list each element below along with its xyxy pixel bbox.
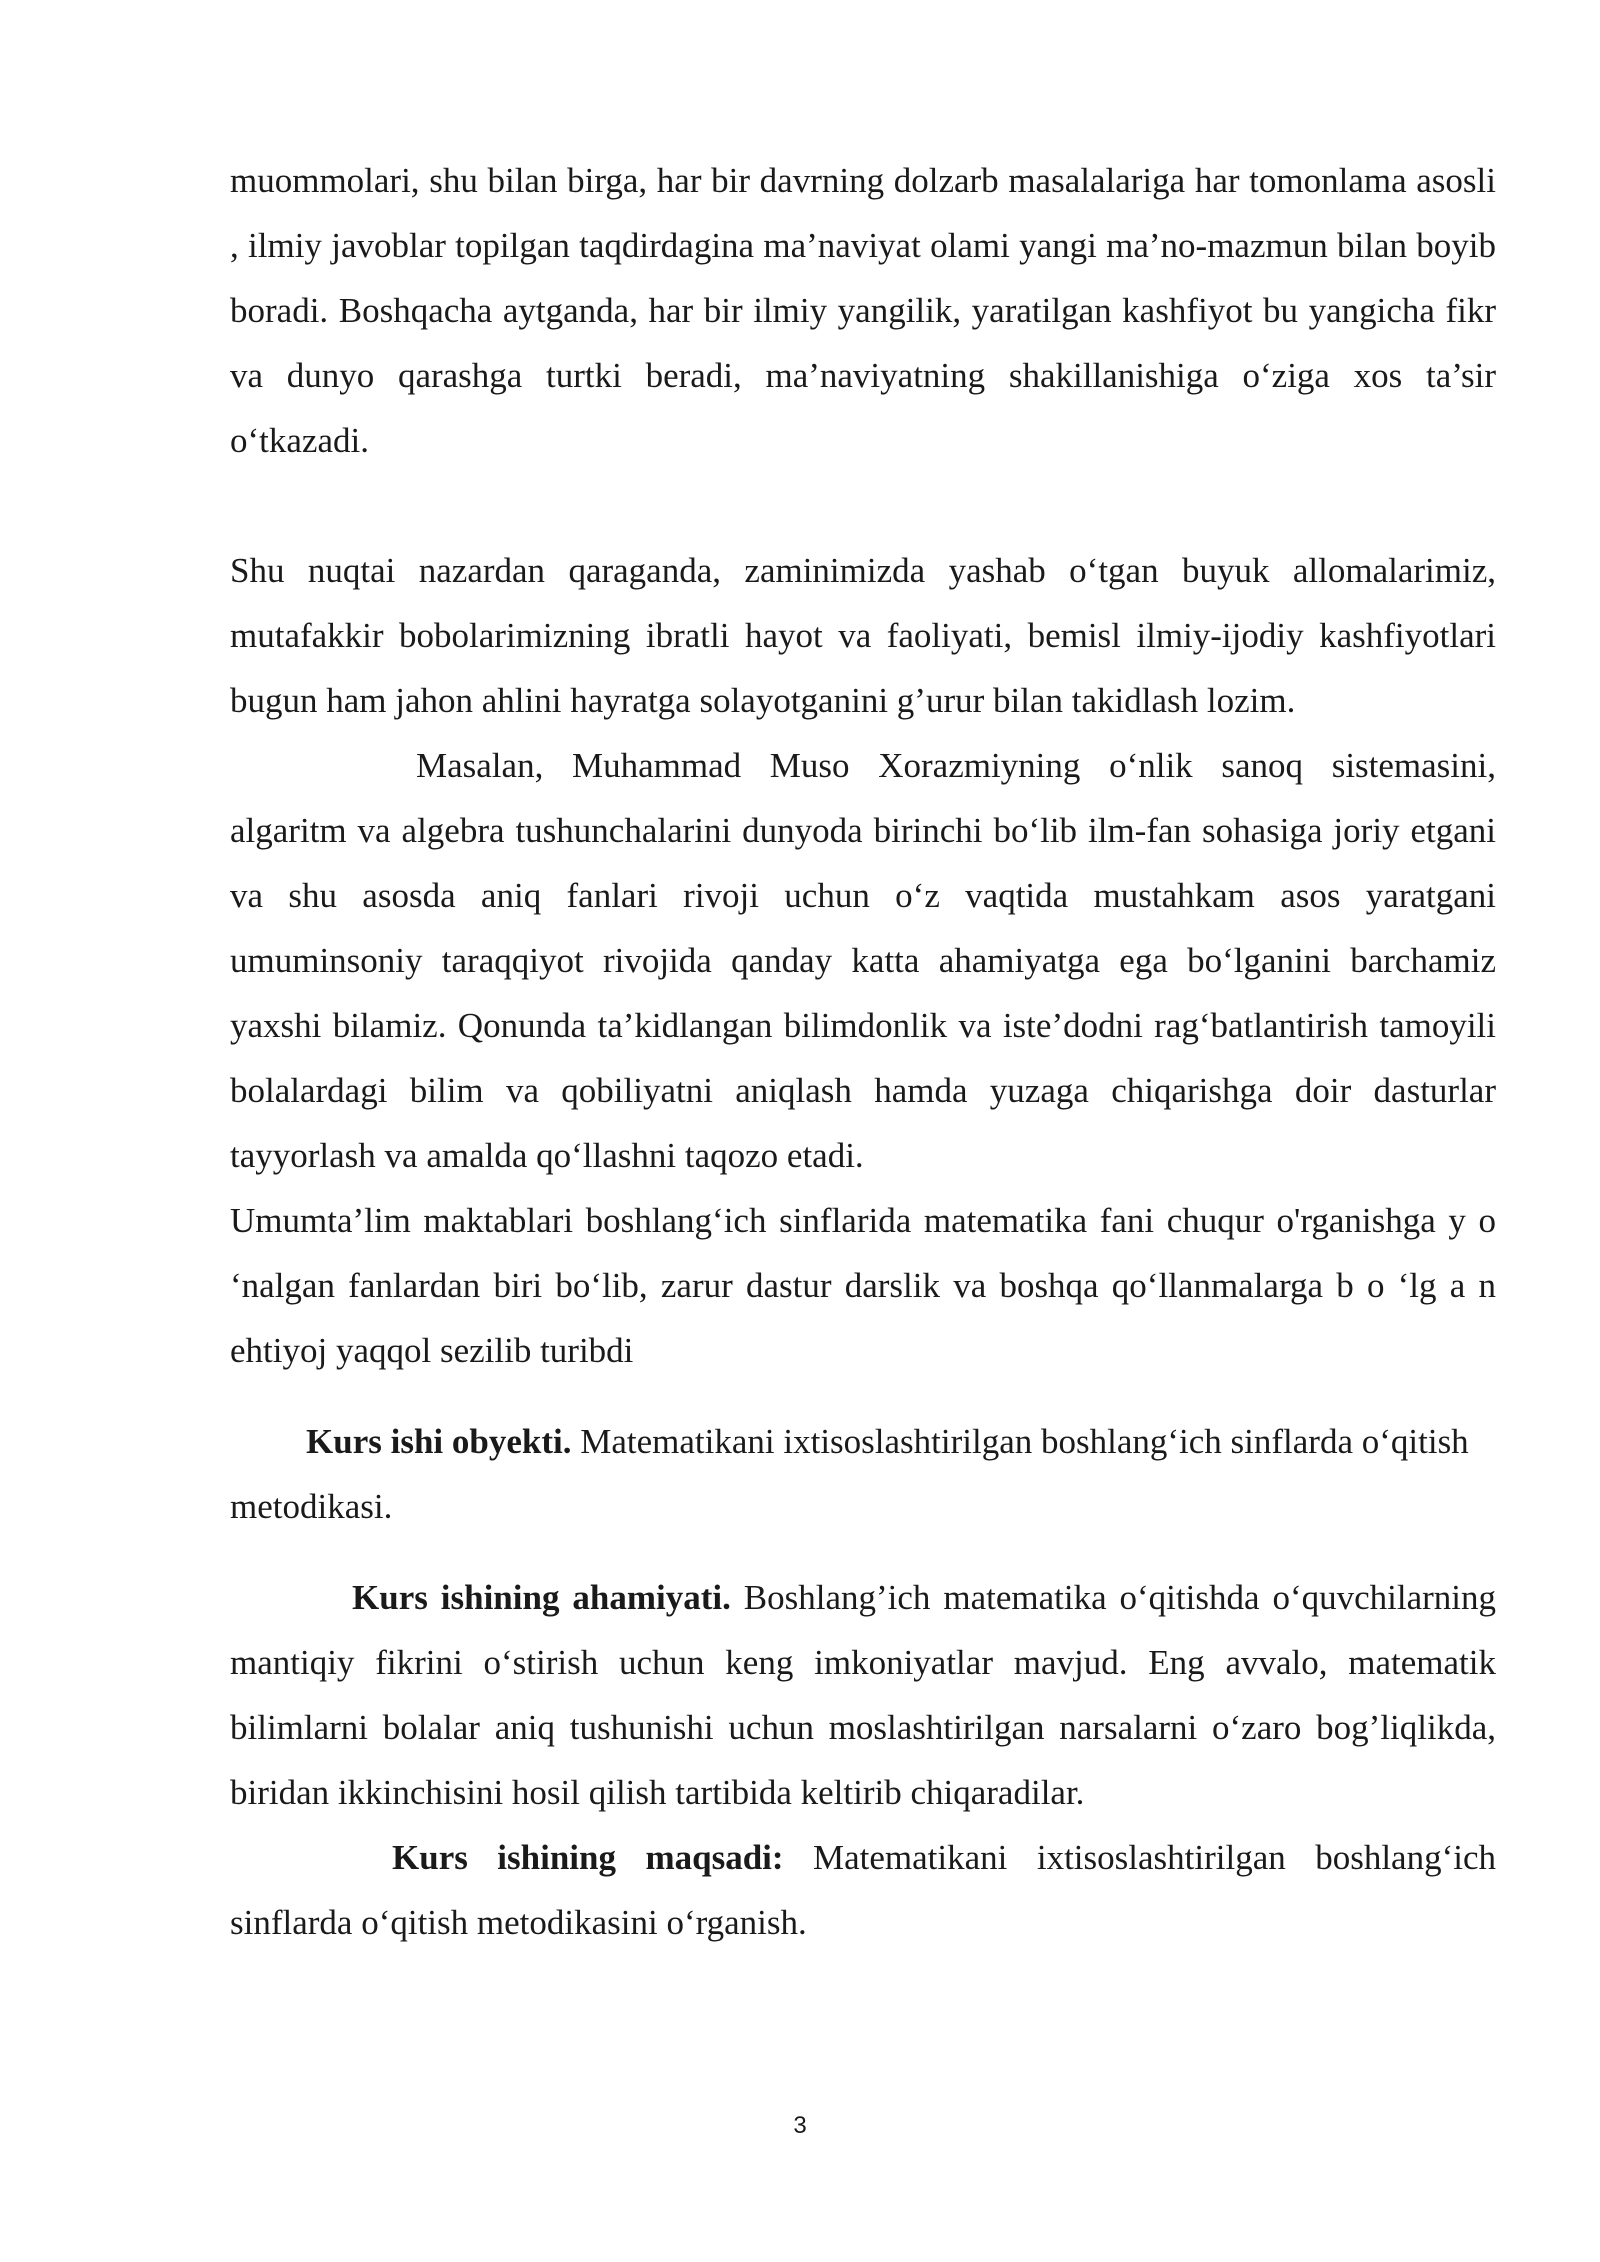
course-importance-text: Boshlang’ich matematika o‘qitishda o‘quvchilarning mantiqiy fikrini o‘stirish uchun keng imkoniyatlar mavjud. Eng avvalo, matematik bilimlarni bolalar aniq tushunishi uchun moslashtirilgan narsalarni o‘zaro bog’liqlikda, biridan ikkinchisini hosil qilish tartibida keltirib chiqaradilar. <box>230 1578 1496 1812</box>
course-object-text: Matematikani ixtisoslashtirilgan boshlang‘ich sinflarda o‘qitish metodikasi. <box>230 1422 1469 1526</box>
course-goal-heading: Kurs ishining maqsadi: <box>392 1838 784 1877</box>
course-goal-text: Matematikani ixtisoslashtirilgan boshlang‘ich sinflarda o‘qitish metodikasini o‘rganish. <box>230 1838 1496 1942</box>
paragraph-intro-part2: Shu nuqtai nazardan qaraganda, zaminimizda yashab o‘tgan buyuk allomalarimiz, mutafakkir bobolarimizning ibratli hayot va faoliyati, bemisl ilmiy-ijodiy kashfiyotlari bugun ham jahon ahlini hayratga solayotganini g’urur bilan takidlash lozim. <box>230 551 1496 720</box>
paragraph-course-goal <box>230 1825 1496 1955</box>
paragraph-course-importance <box>230 1565 1496 1825</box>
paragraph-intro-part1: muommolari, shu bilan birga, har bir davrning dolzarb masalalariga har tomonlama asosli , ilmiy javoblar topilgan taqdirdagina ma’naviyat olami yangi ma’no-mazmun bilan boyib boradi. Boshqacha aytganda, har bir ilmiy yangilik, yaratilgan kashfiyot bu yangicha fikr va dunyo qarashga turtki beradi, ma’naviyatning shakillanishiga o‘ziga xos ta’sir o‘tkazadi. <box>230 161 1496 460</box>
course-importance-heading: Kurs ishining ahamiyati. <box>352 1578 731 1617</box>
paragraph-course-object <box>230 1409 1496 1539</box>
paragraph-xorazmiy: Masalan, Muhammad Muso Xorazmiyning o‘nlik sanoq sistemasini, algaritm va algebra tushunchalarini dunyoda birinchi bo‘lib ilm-fan sohasiga joriy etgani va shu asosda aniq fanlari rivoji uchun o‘z vaqtida mustahkam asos yaratgani umuminsoniy taraqqiyot rivojida qanday katta ahamiyatga ega bo‘lganini barchamiz yaxshi bilamiz. Qonunda ta’kidlangan bilimdonlik va iste’dodni rag‘batlantirish tamoyili bolalardagi bilim va qobiliyatni aniqlash hamda yuzaga chiqarishga doir dasturlar tayyorlash va amalda qo‘llashni taqozo etadi. <box>230 746 1496 1175</box>
document-page <box>230 148 1496 1955</box>
paragraph-umumtalim: Umumta’lim maktablari boshlang‘ich sinflarida matematika fani chuqur o'rganishga y o ‘nalgan fanlardan biri bo‘lib, zarur dastur darslik va boshqa qo‘llanmalarga b o ‘lg a n ehtiyoj yaqqol sezilib turibdi <box>230 1201 1496 1370</box>
course-object-heading: Kurs ishi obyekti. <box>306 1422 572 1461</box>
page-number: 3 <box>793 2112 807 2139</box>
